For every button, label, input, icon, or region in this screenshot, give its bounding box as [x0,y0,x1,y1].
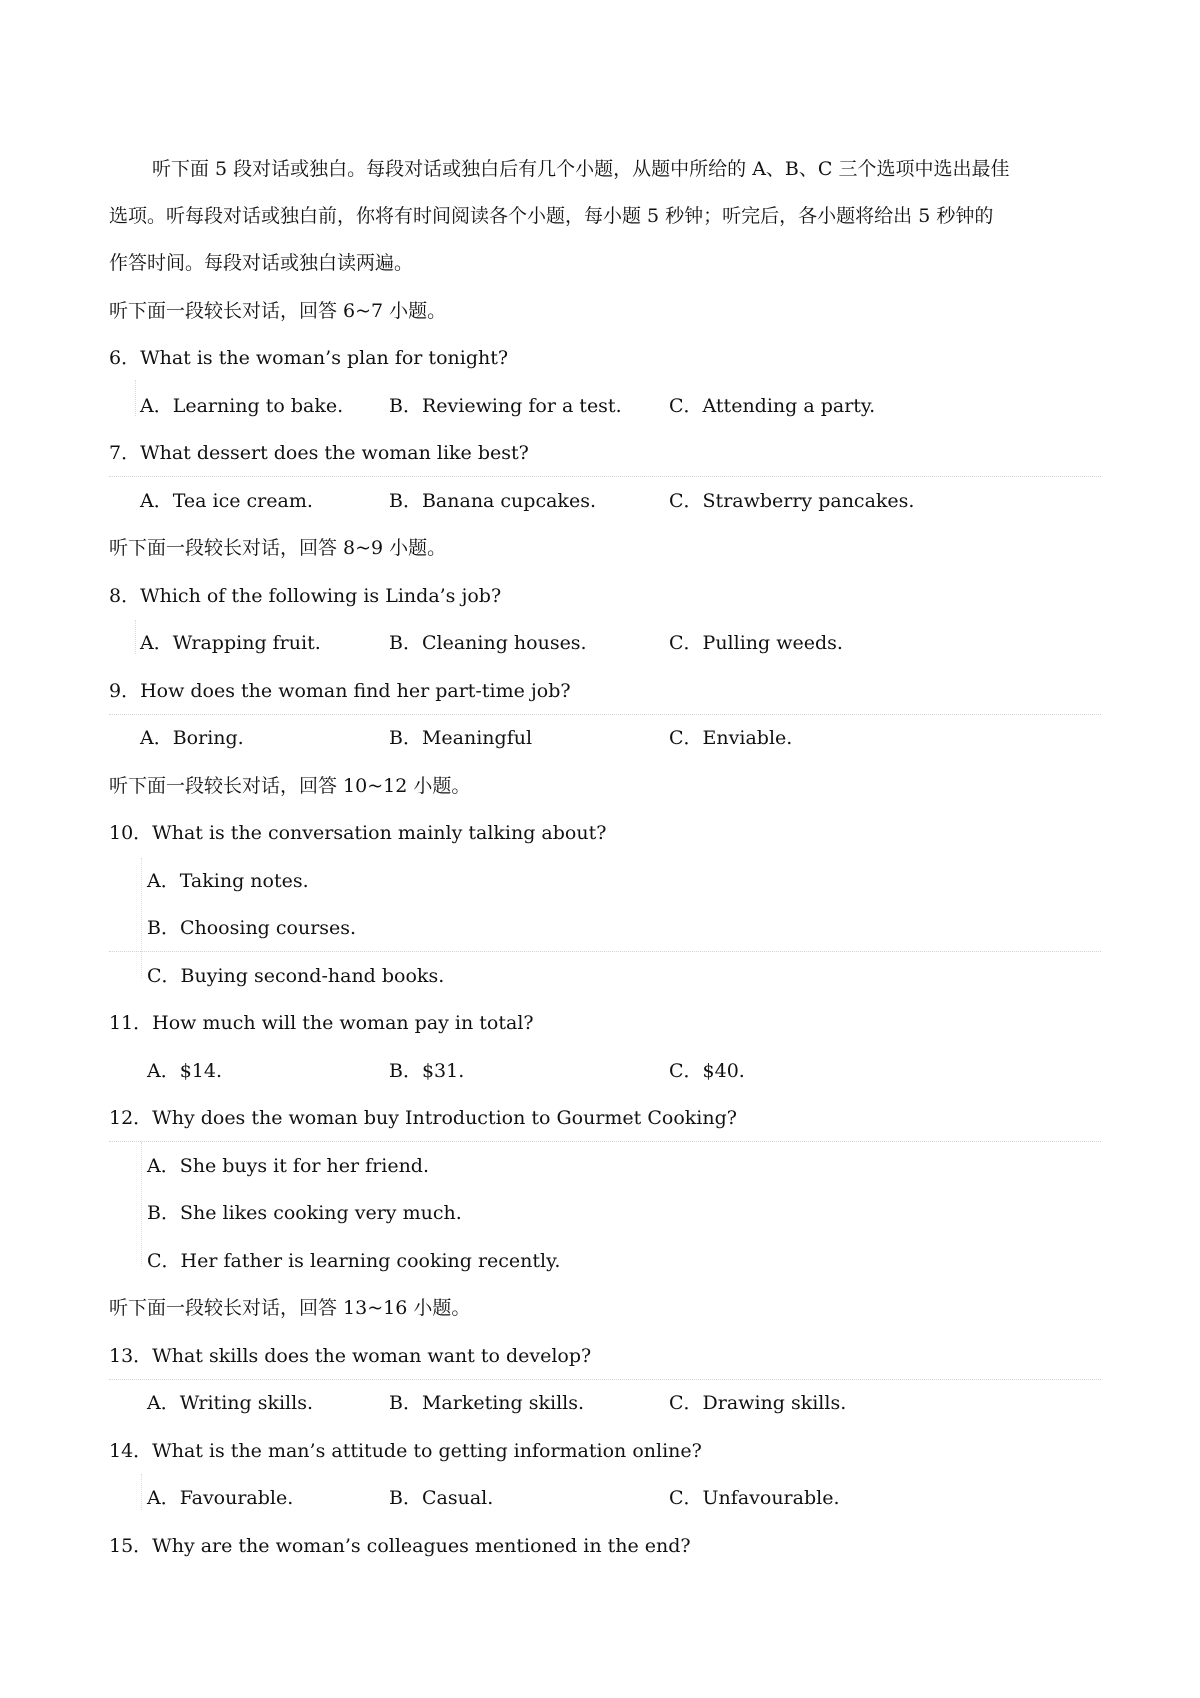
question-7-option-c: C．Strawberry pancakes. [669,490,915,512]
divider [109,951,1101,952]
question-15-stem: 15．Why are the woman’s colleagues mentioned in the end? [109,1535,691,1557]
question-8-option-c: C．Pulling weeds. [669,632,843,654]
question-14-stem: 14．What is the man’s attitude to getting information online? [109,1440,702,1462]
instructions-line-2: 选项。听每段对话或独白前，你将有时间阅读各个小题，每小题 5 秒钟；听完后，各小题将给出 5 秒钟的 [109,205,994,227]
question-6-option-b: B．Reviewing for a test. [389,395,622,417]
question-12-option-a: A．She buys it for her friend. [147,1155,430,1177]
question-9-stem: 9．How does the woman find her part-time job? [109,680,571,702]
question-13-option-b: B．Marketing skills. [389,1392,585,1414]
divider [141,1142,142,1266]
divider [141,858,142,978]
section-heading-10-12: 听下面一段较长对话，回答 10~12 小题。 [109,775,471,797]
question-9-option-c: C．Enviable. [669,727,793,749]
question-9-option-a: A．Boring. [140,727,244,749]
question-14-option-a: A．Favourable. [147,1487,294,1509]
question-8-option-a: A．Wrapping fruit. [140,632,321,654]
question-10-stem: 10．What is the conversation mainly talking about? [109,822,607,844]
divider [109,1379,1101,1380]
question-7-option-b: B．Banana cupcakes. [389,490,596,512]
question-10-option-a: A．Taking notes. [147,870,309,892]
question-14-option-b: B．Casual. [389,1487,494,1509]
question-12-option-c: C．Her father is learning cooking recently. [147,1250,561,1272]
question-7-stem: 7．What dessert does the woman like best? [109,442,529,464]
question-11-option-c: C．$40. [669,1060,745,1082]
question-13-stem: 13．What skills does the woman want to develop? [109,1345,592,1367]
divider [135,620,136,654]
question-12-stem: 12．Why does the woman buy Introduction to Gourmet Cooking? [109,1107,737,1129]
question-8-option-b: B．Cleaning houses. [389,632,587,654]
divider [109,1141,1101,1142]
question-11-option-a: A．$14. [147,1060,223,1082]
question-10-option-c: C．Buying second-hand books. [147,965,445,987]
section-heading-13-16: 听下面一段较长对话，回答 13~16 小题。 [109,1297,471,1319]
question-7-option-a: A．Tea ice cream. [140,490,313,512]
instructions-line-1: 听下面 5 段对话或独白。每段对话或独白后有几个小题，从题中所给的 A、B、C 三个选项中选出最佳 [152,158,1010,180]
divider [135,380,136,416]
divider [141,1474,142,1510]
section-heading-6-7: 听下面一段较长对话，回答 6~7 小题。 [109,300,447,322]
question-13-option-a: A．Writing skills. [147,1392,313,1414]
question-9-option-b: B．Meaningful [389,727,533,749]
question-11-option-b: B．$31. [389,1060,465,1082]
question-6-option-a: A．Learning to bake. [140,395,344,417]
divider [109,714,1101,715]
question-6-stem: 6．What is the woman’s plan for tonight? [109,347,509,369]
question-11-stem: 11．How much will the woman pay in total? [109,1012,534,1034]
question-6-option-c: C．Attending a party. [669,395,876,417]
instructions-line-3: 作答时间。每段对话或独白读两遍。 [109,252,414,274]
question-14-option-c: C．Unfavourable. [669,1487,840,1509]
question-10-option-b: B．Choosing courses. [147,917,357,939]
question-8-stem: 8．Which of the following is Linda’s job? [109,585,502,607]
section-heading-8-9: 听下面一段较长对话，回答 8~9 小题。 [109,537,447,559]
divider [109,476,1101,477]
question-13-option-c: C．Drawing skills. [669,1392,847,1414]
question-12-option-b: B．She likes cooking very much. [147,1202,462,1224]
